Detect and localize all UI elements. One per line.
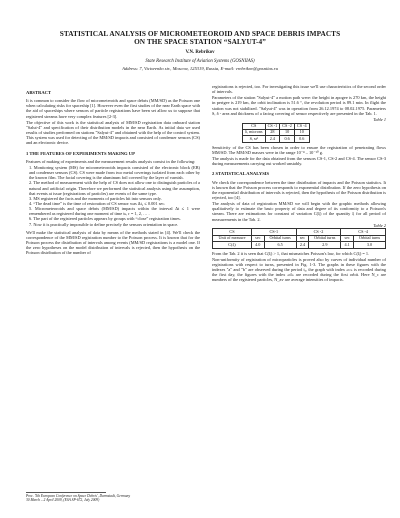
table-1 bbox=[242, 123, 310, 143]
list-item: 4. “The dead time” is the time of restoration of CS sensor was Δt₁ ≤ 0.001 sec. bbox=[29, 200, 166, 206]
section-1-intro: Features of making of experiments and the measurement results analysis consist in the following: bbox=[26, 158, 196, 164]
table-cell: 2.4 bbox=[265, 136, 280, 142]
table-cell: CS -2 bbox=[296, 229, 341, 235]
paragraph: The analysis of data of registration MM/SD we will begin with the graphic methods allowing qualitatively to estimate the basic property of data and degree of its conformity to a Poisson's stream. There are estimations for constant of variation C(ξ) of the quantity ξ for all period of measurements in the Tab. 2. bbox=[212, 201, 386, 222]
footnote-divider bbox=[26, 492, 106, 493]
list-item: 2. The method of measurement with the help of CS does not allow one to distinguish particles of a natural and artificial origin. Therefore we performed the statistical analysis using the assumption, that events at issue (registrations of particles) are events of the same type. bbox=[29, 180, 200, 196]
table-cell: Orbital turns bbox=[353, 235, 385, 241]
table-cell: sec bbox=[341, 235, 354, 241]
footnote bbox=[26, 494, 196, 502]
paragraph: Parameters of the station "Salyut-4" a motion path were: the height in apogee is 270 km, the height in perigee is 219 km, the orbit inclination is 51.6 °, the revolution period is 89.1 min. In flight the station was not stabilized. "Salyut-4" was in operation from 26.12.1974 to 08.02.1975. Parameters S, δ - area and thickness of a facing covering of sensor respectively are presented in the Tab. 1. bbox=[212, 95, 386, 116]
table-cell: 10 bbox=[280, 129, 295, 135]
table-cell: 4.1 bbox=[341, 242, 354, 248]
abstract-paragraph: The objective of this work is the statistical analysis of MM/SD registration data onboard station "Salut-4" and specification of their distribution models in the near Earth. As initial data we used results of studies performed on stations "Salyut-4" and obtained with the help of the control system. This system was used for detecting of the MM/SD impacts and consisted of condenser sensors (CS) and an electronic device. bbox=[26, 119, 200, 146]
features-list bbox=[26, 165, 200, 227]
paper-title bbox=[20, 30, 380, 47]
section-2-heading: 2 STATISTICAL ANALYSIS bbox=[212, 171, 270, 177]
paragraph: registrations is rejected, too. For investigating this issue we'll use characteristics of the second order of intervals. bbox=[212, 84, 386, 95]
table-cell: sec bbox=[296, 235, 309, 241]
section-1-closing: We'll make the statistical analysis of data by means of the methods stated in [4]. We'll check the correspondence of the MM/SD registration number to the Poisson process. It is known that for the Poisson process the distribution of intervals among events (MM/SD registrations is a model one. If the zero hypotheses on the model distribution of intervals is rejected, then the hypothesis on the Poisson distribution of the number of bbox=[26, 229, 200, 256]
list-item: 7. Now it is practically impossible to define precisely the sensors orientation in space. bbox=[29, 221, 179, 227]
table-cell: CS -2 bbox=[280, 123, 295, 129]
table-cell: CS -4 bbox=[341, 229, 386, 235]
affiliation: State Research Institute of Aviation Systems (GOSNIIAS) bbox=[145, 59, 255, 64]
left-column bbox=[26, 85, 200, 257]
table-cell: Unit of measure bbox=[213, 235, 252, 241]
table-cell: 3.0 bbox=[353, 242, 385, 248]
section-1-heading: 1 THE FEATURES OF EXPERIMENTS MAKING UP bbox=[26, 150, 135, 156]
table-cell: CS-1 bbox=[251, 229, 296, 235]
table-1-caption: Table 1 bbox=[373, 116, 386, 122]
right-column bbox=[212, 84, 386, 283]
paragraph: From the Tab. 2 it is seen that C(ξ) > 1, that mismatches Poisson's law, for which C(ξ) = 1. bbox=[212, 250, 370, 256]
author-name: V.N. Rebrikov bbox=[185, 50, 215, 55]
list-item: 1. Monitoring system (MS) for micrometeoroids impacts consisted of the electronic block (EB) and condenser sensors (CS). CS were made from two metal coverings isolated from each other by the known film. The facial covering is the aluminum foil covered by the layer of varnish. bbox=[29, 164, 200, 181]
list-item: 5. Micrometeoroids and space debris (MM/SD) impacts within the interval Δt ≤ 1 were remembered as registered during one moment of time tₖ, r = 1, 2, … . bbox=[29, 206, 200, 217]
table-cell: 4.0 bbox=[251, 242, 264, 248]
table-2 bbox=[212, 228, 386, 248]
table-cell: CS -4 bbox=[294, 123, 309, 129]
paragraph: The analysis is made for the data obtained from the sensors CS-1, CS-2 and CS-4. The sensor CS-3 during measurements carrying out worked unstably. bbox=[212, 156, 386, 167]
table-cell: CS bbox=[243, 123, 266, 129]
list-item: 6. The part of the registered particles appears by groups with “close” registration times. bbox=[29, 216, 181, 222]
paragraph: We check the correspondence between the time distribution of impacts and the Poisson statistics. It is known that the Poisson process corresponds to exponential distribution. If the zero hypothesis on the exponential distribution of intervals is rejected, then the hypothesis of the Poisson distribution is rejected, too [4]. bbox=[212, 179, 386, 200]
table-cell: CS bbox=[213, 229, 252, 235]
title-line-1: STATISTICAL ANALYSIS OF MICROMETEOROID AND SPACE DEBRIS IMPACTS bbox=[59, 29, 341, 38]
title-line-2: ON THE SPACE STATION “SALYUT-4” bbox=[134, 37, 266, 47]
footnote-line: Proc. '5th European Conference on Space Debris', Darmstadt, Germany bbox=[26, 494, 131, 498]
paragraph: Sensitivity of the CS has been chosen in order to ensure the registration of penetrating flows MM/SD. The MM/SD masses were in the range 10⁻⁸ – 10⁻¹⁰ g. bbox=[212, 144, 386, 155]
table-row bbox=[213, 242, 386, 248]
address: Address: 7, Victorenko str., Moscow, 125319, Russia, E-mail: vrebrikov@gosniias.ru bbox=[122, 66, 278, 71]
paragraph: Non-uniformity of registration of microparticles is proved also by curves of individual number of registrations with respect to turns, presented in Fig. 1-3. The graphs in these figures with the indexes "a" and "b" are observed during the period tₐ, the graph with index «c» is recorded during the first day, the figures with the index «d» are recorded during the first orbit. Here N_c are numbers of the registered particles, N_av are average intensities of impacts. bbox=[212, 256, 386, 283]
table-cell: Orbital turns bbox=[264, 235, 296, 241]
abstract-paragraph: It is common to consider the flow of micrometeroids and space debris (MM/SD) as the Poisson one when calculating risks for spaceship [1]. However even the first studies of the near Earth space with the aid of spaceships where sensors of particle registrations have been set allow us to suppose that registered streams have very complex features [2-3]. bbox=[26, 98, 200, 119]
table-cell: 0.6 bbox=[294, 136, 309, 142]
abstract-heading: ABSTRACT bbox=[26, 90, 52, 95]
list-item: 3. MS registered the facts and the moments of particles hit into sensors only. bbox=[29, 195, 162, 201]
table-cell: Orbital turns bbox=[309, 235, 341, 241]
table-cell: 0.6 bbox=[280, 136, 295, 142]
table-row bbox=[243, 136, 310, 142]
table-cell: C(ξ) bbox=[213, 242, 252, 248]
table-cell: sec bbox=[251, 235, 264, 241]
footnote-line: 30 March – 2 April 2009, (ESA SP-672, July 2009) bbox=[26, 498, 100, 503]
table-cell: CS -1 bbox=[265, 123, 280, 129]
table-cell: 6.5 bbox=[264, 242, 296, 248]
table-cell: 28 bbox=[265, 129, 280, 135]
table-row bbox=[213, 235, 386, 241]
table-cell: δ, microns bbox=[243, 129, 266, 135]
table-cell: 10 bbox=[294, 129, 309, 135]
table-2-caption: Table 2 bbox=[373, 222, 386, 228]
table-cell: 2.9 bbox=[309, 242, 341, 248]
table-cell: S, м² bbox=[243, 136, 266, 142]
table-cell: 2.4 bbox=[296, 242, 309, 248]
